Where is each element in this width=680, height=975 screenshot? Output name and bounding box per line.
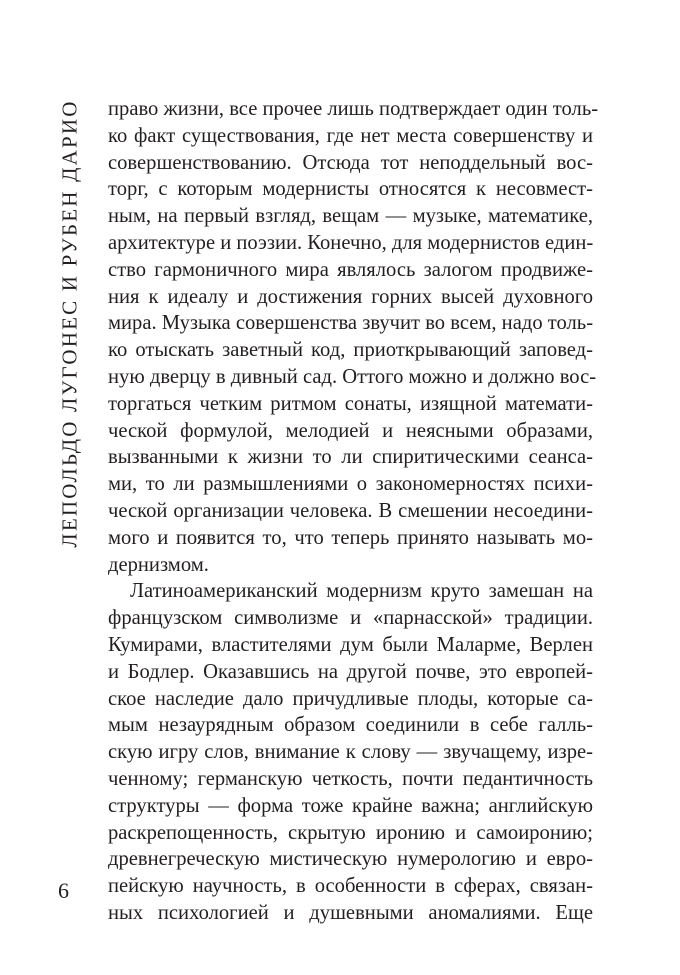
text-line: право жизни, все прочее лишь подтверждает один толь- xyxy=(108,98,599,120)
text-line: ко факт существования, где нет места совершенству и xyxy=(108,124,593,147)
body-text xyxy=(108,96,599,927)
text-line: раскрепощенность, скрытую иронию и самоиронию; xyxy=(108,821,593,844)
text-line: торг, с которым модернисты относятся к несовмест- xyxy=(108,178,593,201)
text-line: совершенствованию. Отсюда тот неподдельный вос- xyxy=(108,151,593,174)
text-line: мира. Музыка совершенства звучит во всем, надо толь- xyxy=(108,312,594,335)
text-line: мого и появится то, что теперь принято называть мо- xyxy=(108,526,593,549)
text-line: ское наследие дало причудливые плоды, которые са- xyxy=(108,687,593,710)
paragraph-first-line: Латиноамериканский модернизм круто замешан на xyxy=(130,580,593,603)
text-line: торгаться четким ритмом сонаты, изящной математи- xyxy=(108,392,593,415)
text-line: Кумирами, властителями дум были Маларме, Верлен xyxy=(108,633,593,656)
running-head xyxy=(55,98,85,548)
text-line: ко отыскать заветный код, приоткрывающий заповед- xyxy=(108,339,593,362)
text-line: ченному; германскую четкость, почти педантичность xyxy=(108,767,593,790)
running-head-text: ЛЕПОЛЬДО ЛУГОНЕС И РУБЕН ДАРИО xyxy=(57,98,82,548)
text-line: ных психологией и душевными аномалиями. Еще xyxy=(108,901,593,924)
text-line: и Бодлер. Оказавшись на другой почве, это европей- xyxy=(108,660,593,683)
text-line: ния к идеалу и достижения горних высей духовного xyxy=(108,285,593,308)
text-line: пейскую научность, в особенности в сферах, связан- xyxy=(108,875,593,898)
text-line: дернизмом. xyxy=(108,553,209,576)
text-line: скую игру слов, внимание к слову — звучащему, изре- xyxy=(108,741,593,764)
text-line: мым незаурядным образом соединили в себе галль- xyxy=(108,714,593,737)
text-line: архитектуре и поэзии. Конечно, для модернистов един- xyxy=(108,231,594,254)
text-line: структуры — форма тоже крайне важна; английскую xyxy=(108,794,593,817)
text-line: ми, то ли размышлениями о закономерностях психи- xyxy=(108,473,593,496)
page-number: 6 xyxy=(58,878,69,903)
text-line: древнегреческую мистическую нумерологию и евро- xyxy=(108,848,593,871)
text-line: французском символизме и «парнасской» традиции. xyxy=(108,607,593,630)
text-line: ным, на первый взгляд, вещам — музыке, математике, xyxy=(108,205,593,228)
text-line: ческой формулой, мелодией и неясными образами, xyxy=(108,419,593,442)
text-line: ческой организации человека. В смешении несоедини- xyxy=(108,499,593,522)
text-line: ство гармоничного мира являлось залогом продвиже- xyxy=(108,258,593,281)
text-line: ную дверцу в дивный сад. Оттого можно и должно вос- xyxy=(108,365,597,388)
text-line: вызванными к жизни то ли спиритическими сеанса- xyxy=(108,446,593,469)
